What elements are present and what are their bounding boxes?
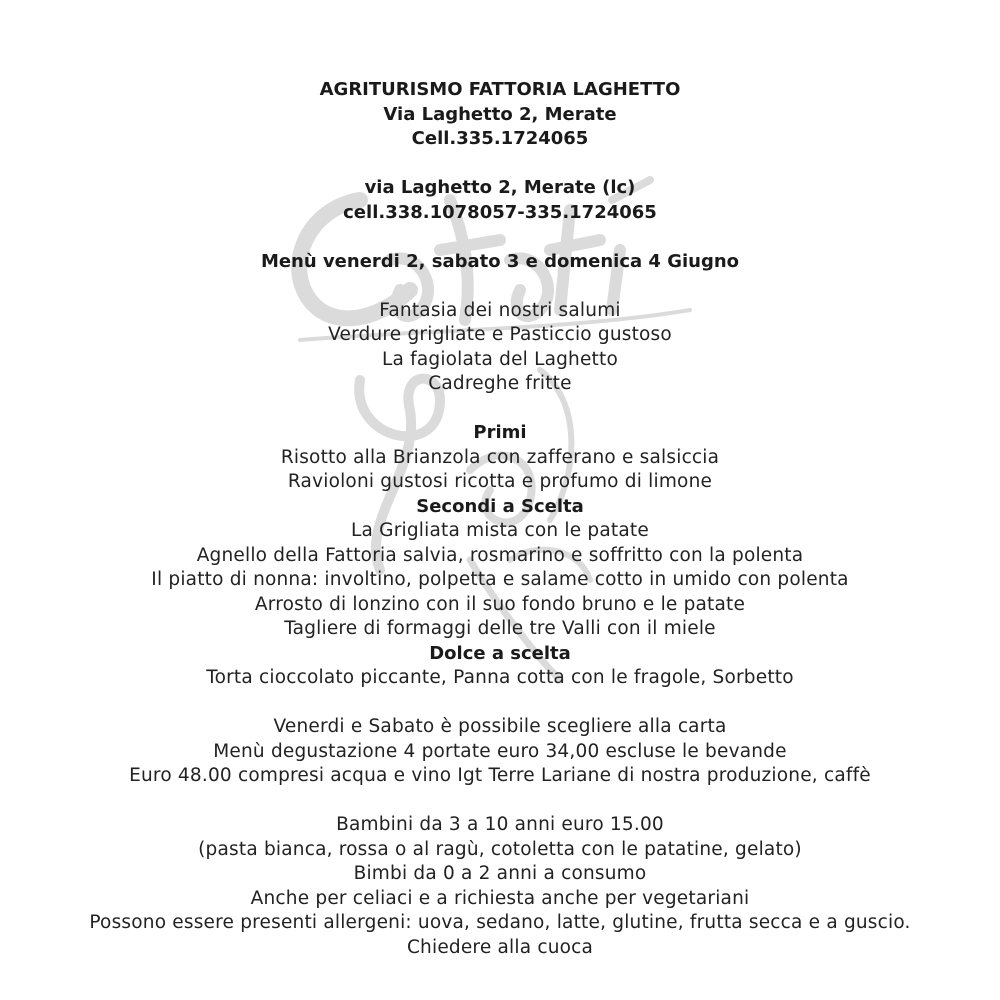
dolce-heading: Dolce a scelta bbox=[429, 642, 571, 664]
restaurant-phone: Cell.335.1724065 bbox=[411, 128, 589, 149]
note-line: (pasta bianca, rossa o al ragù, cotoletta con le patatine, gelato) bbox=[198, 838, 802, 860]
info-line: Euro 48.00 compresi acqua e vino Igt Terre Lariane di nostra produzione, caffè bbox=[129, 765, 871, 786]
menu-title: Menù venerdi 2, sabato 3 e domenica 4 Giugno bbox=[260, 250, 740, 272]
antipasto-item: Cadreghe fritte bbox=[428, 373, 572, 394]
secondi-item: Arrosto di lonzino con il suo fondo bruno e le patate bbox=[254, 593, 746, 615]
restaurant-name: AGRITURISMO FATTORIA LAGHETTO bbox=[319, 79, 681, 100]
note-line: Possono essere presenti allergeni: uova, sedano, latte, glutine, frutta secca e a guscio. bbox=[89, 912, 911, 933]
antipasto-item: Verdure grigliate e Pasticcio gustoso bbox=[328, 324, 672, 345]
info-line: Venerdi e Sabato è possibile scegliere alla carta bbox=[273, 716, 727, 737]
info-line: Menù degustazione 4 portate euro 34,00 escluse le bevande bbox=[213, 740, 787, 762]
secondi-item: Il piatto di nonna: involtino, polpetta e salame cotto in umido con polenta bbox=[151, 569, 849, 590]
antipasto-item: Fantasia dei nostri salumi bbox=[379, 299, 621, 321]
secondi-item: Tagliere di formaggi delle tre Valli con il miele bbox=[284, 618, 716, 639]
primi-item: Ravioloni gustosi ricotta e profumo di limone bbox=[287, 471, 713, 492]
secondi-item: Agnello della Fattoria salvia, rosmarino e soffritto con la polenta bbox=[196, 544, 804, 566]
note-line: Bimbi da 0 a 2 anni a consumo bbox=[353, 863, 647, 884]
secondi-heading: Secondi a Scelta bbox=[416, 495, 584, 517]
primi-heading: Primi bbox=[473, 422, 527, 443]
restaurant-phone-2: cell.338.1078057-335.1724065 bbox=[343, 201, 657, 223]
restaurant-address: Via Laghetto 2, Merate bbox=[383, 103, 617, 125]
primi-item: Risotto alla Brianzola con zafferano e salsiccia bbox=[280, 446, 720, 468]
note-line: Anche per celiaci e a richiesta anche per vegetariani bbox=[250, 887, 750, 909]
menu-content bbox=[0, 78, 1000, 960]
antipasto-item: La fagiolata del Laghetto bbox=[382, 348, 618, 370]
note-line: Chiedere alla cuoca bbox=[406, 936, 594, 958]
note-line: Bambini da 3 a 10 anni euro 15.00 bbox=[336, 814, 664, 835]
dolce-item: Torta cioccolato piccante, Panna cotta con le fragole, Sorbetto bbox=[206, 667, 794, 688]
restaurant-address-2: via Laghetto 2, Merate (lc) bbox=[364, 177, 636, 198]
secondi-item: La Grigliata mista con le patate bbox=[351, 520, 649, 541]
